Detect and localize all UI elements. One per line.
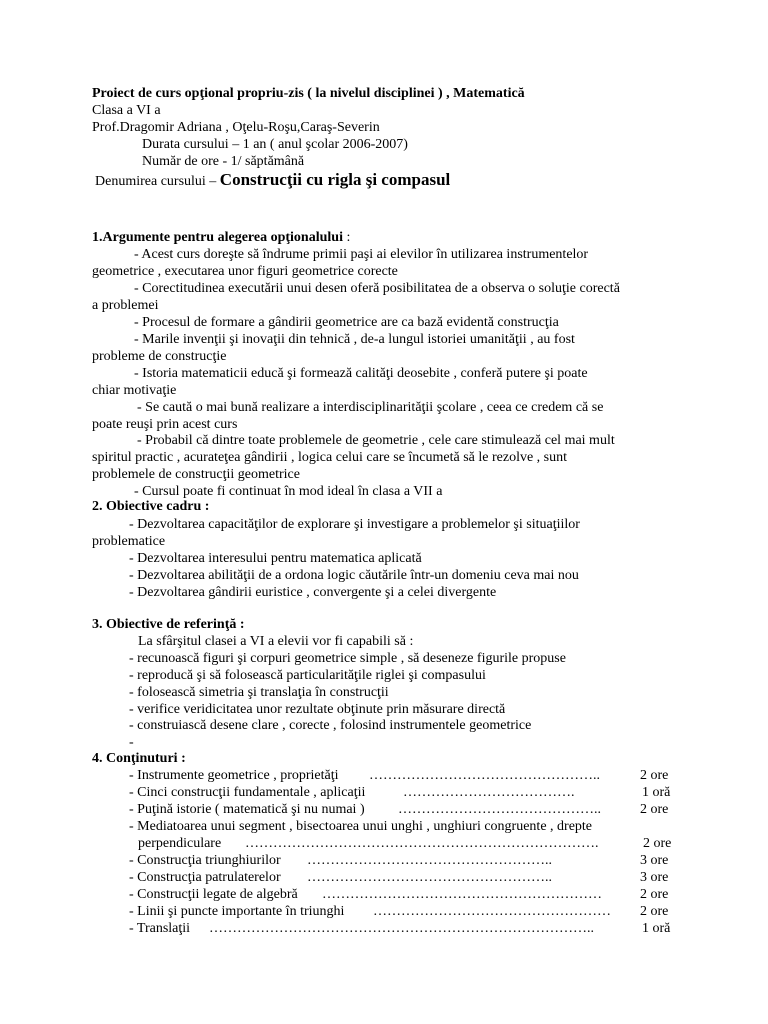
duration-line: Durata cursului – 1 an ( anul şcolar 2006-2007) <box>142 137 408 152</box>
list-item: - Dezvoltarea capacităţilor de explorare şi investigare a problemelor şi situaţiilor <box>129 517 580 532</box>
contents-label: perpendiculare <box>138 836 222 851</box>
contents-dots: …………………………………………….. <box>307 870 552 885</box>
list-item: - Marile invenţii şi inovaţii din tehnică , de-a lungul istoriei umanităţii , au fost <box>134 332 575 347</box>
list-item: - folosească simetria şi translaţia în construcţii <box>129 685 389 700</box>
course-name: Construcţii cu rigla şi compasul <box>219 170 451 189</box>
list-item: - verifice veridicitatea unor rezultate obţinute prin măsurare directă <box>129 702 506 717</box>
contents-hours: 2 ore <box>640 904 669 919</box>
contents-label: - Construcţii legate de algebră <box>129 887 298 902</box>
contents-label: - Translaţii <box>129 921 191 936</box>
contents-hours: 2 ore <box>640 887 669 902</box>
list-item: problemele de construcţii geometrice <box>92 467 300 482</box>
contents-dots: ………………………………………….. <box>369 768 600 783</box>
contents-dots: …………………………………………………………………. <box>245 836 599 851</box>
contents-label: - Linii şi puncte importante în triunghi <box>129 904 345 919</box>
list-item: spiritul practic , acurateţea gândirii , logica celui care se încumetă să le rezolve , sunt <box>92 450 568 465</box>
contents-label: - Construcţia triunghiurilor <box>129 853 281 868</box>
list-item: poate reuşi prin acest curs <box>92 417 238 432</box>
section4-heading: 4. Conţinuturi : <box>92 751 186 766</box>
list-item: - Dezvoltarea gândirii euristice , convergente şi a celei divergente <box>129 585 497 600</box>
list-item: - Probabil că dintre toate problemele de geometrie , cele care stimulează cel mai mult <box>137 433 615 448</box>
list-item: - reproducă şi să folosească particularităţile riglei şi compasului <box>129 668 486 683</box>
contents-label: - Cinci construcţii fundamentale , aplicaţii <box>129 785 366 800</box>
list-item: - Cursul poate fi continuat în mod ideal în clasa a VII a <box>134 484 443 499</box>
contents-dots: …………………………………………….. <box>307 853 552 868</box>
contents-hours: 2 ore <box>643 836 672 851</box>
list-item: - Istoria matematicii educă şi formează calităţi deosebite , conferă putere şi poate <box>134 366 588 381</box>
section1-heading-colon: : <box>342 230 351 245</box>
contents-hours: 2 ore <box>640 802 669 817</box>
list-item: a problemei <box>92 298 159 313</box>
section1-heading-text: 1.Argumente pentru alegerea opţionalului <box>92 230 343 245</box>
contents-hours: 1 oră <box>642 921 671 936</box>
list-item: chiar motivaţie <box>92 383 177 398</box>
contents-dots: …………………………………………………… <box>322 887 602 902</box>
contents-label: - Mediatoarea unui segment , bisectoarea unui unghi , unghiuri congruente , drepte <box>129 819 593 834</box>
list-item: - Dezvoltarea interesului pentru matematica aplicată <box>129 551 422 566</box>
list-item: - Dezvoltarea abilităţii de a ordona logic căutările într-un domeniu ceva mai nou <box>129 568 579 583</box>
list-item: geometrice , executarea unor figuri geometrice corecte <box>92 264 398 279</box>
contents-label: - Instrumente geometrice , proprietăţi <box>129 768 339 783</box>
contents-hours: 3 ore <box>640 870 669 885</box>
contents-dots: …………………………………….. <box>398 802 601 817</box>
contents-label: - Construcţia patrulaterelor <box>129 870 281 885</box>
section3-heading: 3. Obiective de referinţă : <box>92 617 245 632</box>
hours-line: Număr de ore - 1/ săptămână <box>142 154 305 169</box>
list-item: - Procesul de formare a gândirii geometrice are ca bază evidentă construcţia <box>134 315 559 330</box>
contents-dots: ………………………………. <box>403 785 575 800</box>
section1-heading <box>92 229 350 246</box>
section2-heading: 2. Obiective cadru : <box>92 499 210 514</box>
contents-label: - Puţină istorie ( matematică şi nu numai ) <box>129 802 365 817</box>
class-line: Clasa a VI a <box>92 103 161 118</box>
list-item: - <box>129 735 134 750</box>
list-item: - Acest curs doreşte să îndrume primii paşi ai elevilor în utilizarea instrumentelor <box>134 247 589 262</box>
course-name-label: Denumirea cursului – <box>95 174 217 189</box>
contents-hours: 3 ore <box>640 853 669 868</box>
course-name-line <box>95 171 450 190</box>
contents-hours: 2 ore <box>640 768 669 783</box>
list-item: - construiască desene clare , corecte , folosind instrumentele geometrice <box>129 718 532 733</box>
contents-dots: ……………………………………………………………………….. <box>209 921 594 936</box>
list-item: - recunoască figuri şi corpuri geometrice simple , să deseneze figurile propuse <box>129 651 566 666</box>
contents-dots: …………………………………………… <box>373 904 611 919</box>
document-title: Proiect de curs opţional propriu-zis ( la nivelul disciplinei ) , Matematică <box>92 86 525 101</box>
list-item: - Se caută o mai bună realizare a interdisciplinarităţii şcolare , ceea ce credem că se <box>137 400 604 415</box>
author-line: Prof.Dragomir Adriana , Oţelu-Roşu,Caraş-Severin <box>92 120 380 135</box>
list-item: - Corectitudinea executării unui desen oferă posibilitatea de a observa o soluţie corectă <box>134 281 620 296</box>
list-item: problematice <box>92 534 166 549</box>
section3-intro: La sfârşitul clasei a VI a elevii vor fi capabili să : <box>138 634 414 649</box>
contents-hours: 1 oră <box>642 785 671 800</box>
list-item: probleme de construcţie <box>92 349 227 364</box>
